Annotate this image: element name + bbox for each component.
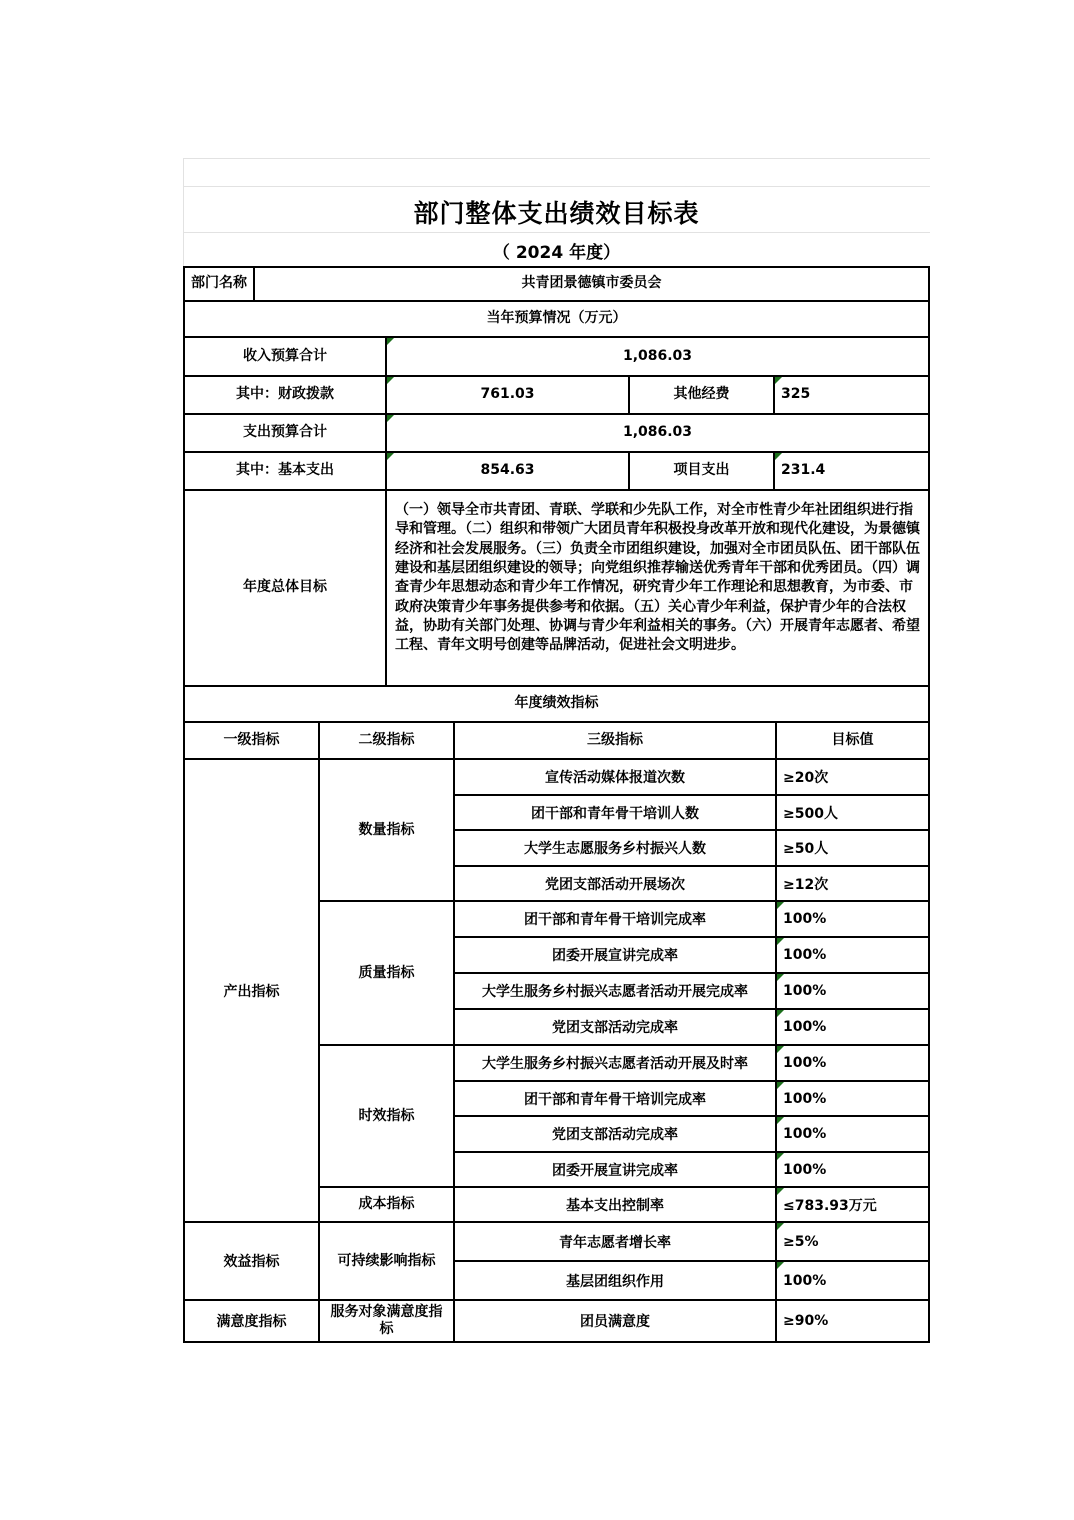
- indicator-subgroup-quality: [320, 902, 928, 1046]
- fiscal-label: 其中：财政拨款: [185, 377, 387, 413]
- target-value: ≤783.93万元: [783, 1197, 877, 1214]
- level3-cell: 团干部和青年骨干培训完成率: [455, 1082, 777, 1115]
- basic-expense-value: [387, 453, 630, 489]
- level3-cell: 团委开展宣讲完成率: [455, 938, 777, 972]
- table-row-basic-project: [185, 453, 928, 491]
- level2-cell: 数量指标: [320, 760, 455, 900]
- gridline-horizontal: [183, 232, 930, 233]
- level3-cell: 团干部和青年骨干培训完成率: [455, 902, 777, 936]
- indicator-subgroup-quantity: [320, 760, 928, 902]
- indicator-section-benefit: [185, 1223, 928, 1301]
- excel-green-triangle-icon: [777, 1153, 784, 1160]
- basic-expense-label: 其中：基本支出: [185, 453, 387, 489]
- gridline-horizontal: [183, 158, 930, 159]
- level2-cell: 服务对象满意度指标: [320, 1301, 455, 1341]
- target-value-cell: [777, 1082, 928, 1115]
- budget-section-title: 当年预算情况（万元）: [486, 310, 627, 327]
- table-row: [455, 1188, 928, 1221]
- target-value: ≥12次: [783, 876, 829, 893]
- level3-cell: 大学生服务乡村振兴志愿者活动开展及时率: [455, 1046, 777, 1080]
- target-value-cell: [777, 974, 928, 1008]
- target-value: 100%: [783, 947, 827, 963]
- indicator-subgroup-sustainable: [320, 1223, 928, 1299]
- indicator-subgroup-cost: [320, 1188, 928, 1221]
- excel-green-triangle-icon: [777, 1188, 784, 1195]
- table-row: [455, 1301, 928, 1341]
- column-header-target: 目标值: [831, 731, 874, 748]
- level2-cell: 成本指标: [320, 1188, 455, 1221]
- indicator-subgroup-service-satisfaction: [320, 1301, 928, 1341]
- table-row-department: [185, 268, 928, 302]
- department-name: 共青团景德镇市委员会: [521, 275, 662, 292]
- excel-green-triangle-icon: [775, 377, 782, 384]
- level3-cell: 基本支出控制率: [455, 1188, 777, 1221]
- table-row: [455, 1046, 928, 1082]
- target-value-cell: [777, 1301, 928, 1341]
- level3-cell: 党团支部活动完成率: [455, 1010, 777, 1044]
- basic-expense-amount: 854.63: [480, 462, 535, 479]
- target-value-cell: [777, 1010, 928, 1044]
- table-row: [455, 831, 928, 867]
- project-expense-value: [775, 453, 928, 489]
- level3-cell: 团干部和青年骨干培训人数: [455, 796, 777, 829]
- level1-cell: 效益指标: [185, 1223, 320, 1299]
- table-row: [455, 1010, 928, 1044]
- table-row-income-total: [185, 338, 928, 377]
- table-row: [455, 1223, 928, 1262]
- target-value: 100%: [783, 1055, 827, 1071]
- expense-total-label: 支出预算合计: [185, 415, 387, 451]
- indicator-section-title: 年度绩效指标: [514, 695, 599, 712]
- level3-cell: 团员满意度: [455, 1301, 777, 1341]
- level2-cell: 可持续影响指标: [320, 1223, 455, 1299]
- target-value: 100%: [783, 1272, 827, 1289]
- target-value-cell: [777, 760, 928, 794]
- excel-green-triangle-icon: [387, 415, 394, 422]
- table-row-expense-total: [185, 415, 928, 453]
- performance-target-table: [183, 266, 930, 1343]
- table-row: [455, 760, 928, 796]
- gridline-horizontal: [183, 186, 930, 187]
- annual-goal-label: 年度总体目标: [185, 491, 387, 685]
- project-expense-label: 项目支出: [630, 453, 775, 489]
- table-row: [455, 1153, 928, 1186]
- target-value: 100%: [783, 983, 827, 999]
- excel-green-triangle-icon: [777, 1082, 784, 1089]
- level3-cell: 团委开展宣讲完成率: [455, 1153, 777, 1186]
- excel-green-triangle-icon: [777, 1223, 784, 1230]
- excel-green-triangle-icon: [775, 453, 782, 460]
- excel-green-triangle-icon: [387, 377, 394, 384]
- income-total-label: 收入预算合计: [185, 338, 387, 375]
- target-value-cell: [777, 1153, 928, 1186]
- target-value: 100%: [783, 911, 827, 927]
- excel-green-triangle-icon: [777, 1117, 784, 1124]
- target-value-cell: [777, 1188, 928, 1221]
- expense-total-value: [387, 415, 928, 451]
- target-value-cell: [777, 938, 928, 972]
- target-value: 100%: [783, 1126, 827, 1142]
- level3-cell: 宣传活动媒体报道次数: [455, 760, 777, 794]
- target-value-cell: [777, 831, 928, 865]
- annual-goal-text: （一）领导全市共青团、青联、学联和少先队工作，对全市性青少年社团组织进行指导和管理。（二）组织和带领广大团员青年积极投身改革开放和现代化建设，为景德镇经济和社会发展服务。（三）负责全市团组织建设，加强对全市团员队伍、团干部队伍建设和基层团组织建设的领导；向党组织推荐输送优秀青年干部和优秀团员。（四）调查青少年思想动态和青少年工作情况，研究青少年工作理论和思想教育，为市委、市政府决策青少年事务提供参考和依据。（五）关心青少年利益，保护青少年的合法权益，协助有关部门处理、协调与青少年利益相关的事务。（六）开展青年志愿者、希望工程、青年文明号创建等品牌活动，促进社会文明进步。: [395, 502, 920, 654]
- level3-cell: 基层团组织作用: [455, 1262, 777, 1299]
- department-label: 部门名称: [185, 268, 255, 300]
- target-value-cell: [777, 1223, 928, 1260]
- level3-cell: 党团支部活动完成率: [455, 1117, 777, 1151]
- other-funds-value: [775, 377, 928, 413]
- target-value: 100%: [783, 1019, 827, 1035]
- indicator-section-satisfaction: [185, 1301, 928, 1341]
- target-value: ≥50人: [783, 841, 829, 857]
- column-header-level3: 三级指标: [455, 723, 777, 758]
- table-row-indicator-header: [185, 687, 928, 723]
- fiscal-value: [387, 377, 630, 413]
- level3-cell: 青年志愿者增长率: [455, 1223, 777, 1260]
- target-value-cell: [777, 1046, 928, 1080]
- income-total-value: [387, 338, 928, 375]
- table-row-fiscal-other: [185, 377, 928, 415]
- target-value: ≥20次: [783, 770, 829, 786]
- target-value: ≥5%: [783, 1233, 819, 1250]
- excel-green-triangle-icon: [777, 1262, 784, 1269]
- column-header-level1: 一级指标: [185, 723, 320, 758]
- indicator-subgroup-timeliness: [320, 1046, 928, 1188]
- table-row: [455, 1262, 928, 1299]
- indicator-section-output: [185, 760, 928, 1223]
- target-value-cell: [777, 902, 928, 936]
- excel-green-triangle-icon: [387, 338, 394, 345]
- excel-green-triangle-icon: [777, 938, 784, 945]
- target-value-cell: [777, 1117, 928, 1151]
- table-row: [455, 796, 928, 831]
- column-header-level2: 二级指标: [320, 723, 455, 758]
- excel-green-triangle-icon: [387, 453, 394, 460]
- table-row-budget-header: [185, 302, 928, 338]
- page-subtitle: （ 2024 年度）: [492, 242, 621, 263]
- fiscal-amount: 761.03: [480, 386, 535, 403]
- target-value: ≥500人: [783, 805, 838, 822]
- level1-cell: 产出指标: [185, 760, 320, 1221]
- target-value: 100%: [783, 1090, 827, 1107]
- other-funds-label: 其他经费: [630, 377, 775, 413]
- excel-green-triangle-icon: [777, 974, 784, 981]
- target-value: ≥90%: [783, 1313, 829, 1329]
- level1-cell: 满意度指标: [185, 1301, 320, 1341]
- excel-green-triangle-icon: [777, 902, 784, 909]
- level3-cell: 党团支部活动开展场次: [455, 867, 777, 900]
- level3-cell: 大学生志愿服务乡村振兴人数: [455, 831, 777, 865]
- table-row: [455, 938, 928, 974]
- expense-total-amount: 1,086.03: [622, 424, 693, 441]
- table-row: [455, 1082, 928, 1117]
- target-value: 100%: [783, 1161, 827, 1178]
- table-row-column-headers: [185, 723, 928, 760]
- level3-cell: 大学生服务乡村振兴志愿者活动开展完成率: [455, 974, 777, 1008]
- table-row-annual-goal: [185, 491, 928, 687]
- table-row: [455, 974, 928, 1010]
- target-value-cell: [777, 796, 928, 829]
- table-row: [455, 902, 928, 938]
- excel-green-triangle-icon: [777, 1010, 784, 1017]
- table-row: [455, 1117, 928, 1153]
- table-row: [455, 867, 928, 900]
- level2-cell: 质量指标: [320, 902, 455, 1044]
- project-expense-amount: 231.4: [781, 462, 826, 479]
- page-title: 部门整体支出绩效目标表: [413, 199, 700, 228]
- target-value-cell: [777, 1262, 928, 1299]
- other-funds-amount: 325: [781, 386, 811, 403]
- target-value-cell: [777, 867, 928, 900]
- income-total-amount: 1,086.03: [622, 347, 693, 364]
- level2-cell: 时效指标: [320, 1046, 455, 1186]
- excel-green-triangle-icon: [777, 1046, 784, 1053]
